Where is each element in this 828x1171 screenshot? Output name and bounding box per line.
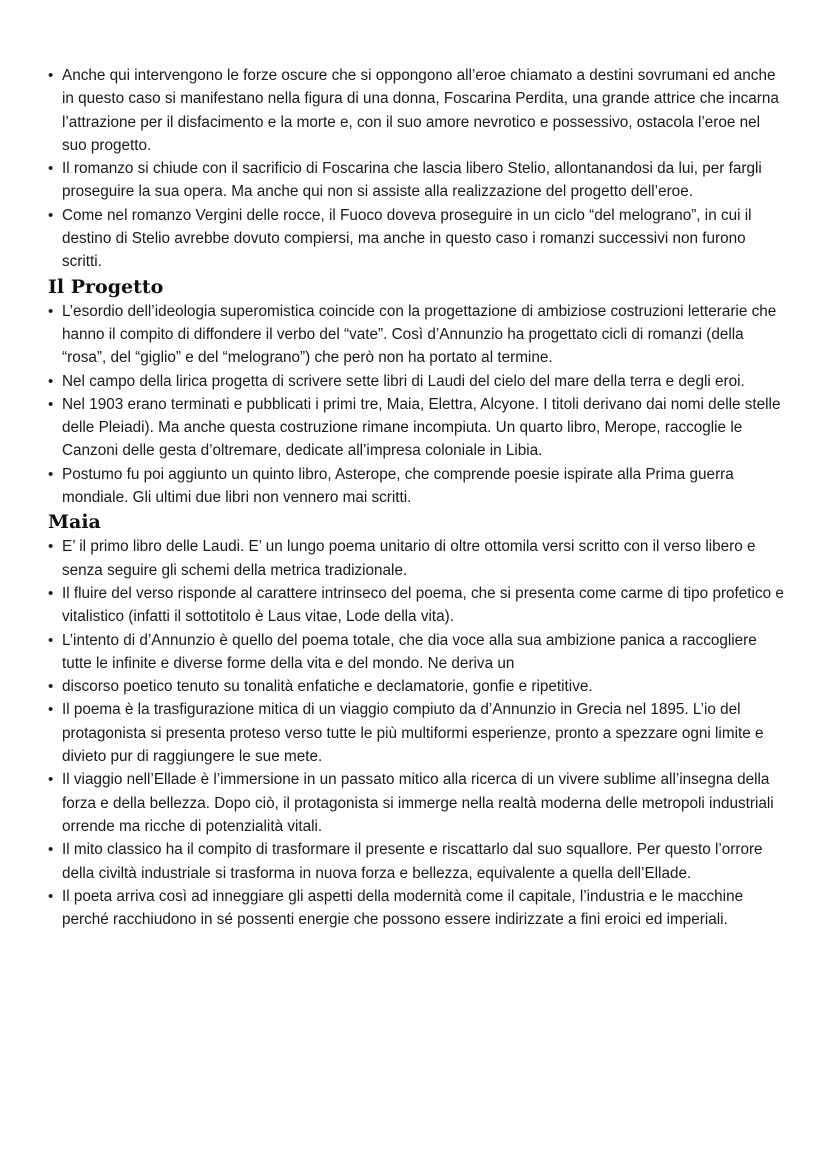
list-item: • L’esordio dell’ideologia superomistica coincide con la progettazione di ambiziose costruzioni letterarie che hanno il compito di diffondere il verbo del “vate”. Così d’Annunzio ha progettato cicli di romanzi (della “rosa”, del “giglio” e del “melograno”) che però non ha portato al termine. xyxy=(48,300,788,370)
list-item: • Il poeta arriva così ad inneggiare gli aspetti della modernità come il capitale, l’industria e le macchine perché racchiudono in sé possenti energie che possono essere indirizzate a fini eroici ed imperiali. xyxy=(48,885,788,932)
maia-list xyxy=(48,535,788,931)
list-item: • discorso poetico tenuto su tonalità enfatiche e declamatorie, gonfie e ripetitive. xyxy=(48,675,788,698)
list-item: • Nel campo della lirica progetta di scrivere sette libri di Laudi del cielo del mare della terra e degli eroi. xyxy=(48,370,788,393)
list-item: • Il fluire del verso risponde al carattere intrinseco del poema, che si presenta come carme di tipo profetico e vitalistico (infatti il sottotitolo è Laus vitae, Lode della vita). xyxy=(48,582,788,629)
list-item: • Postumo fu poi aggiunto un quinto libro, Asterope, che comprende poesie ispirate alla Prima guerra mondiale. Gli ultimi due libri non vennero mai scritti. xyxy=(48,463,788,510)
list-item: • Il mito classico ha il compito di trasformare il presente e riscattarlo dal suo squallore. Per questo l’orrore della civiltà industriale si trasforma in nuova forza e bellezza, equivalente a quella dell’Ellade. xyxy=(48,838,788,885)
section-title-progetto: Il Progetto xyxy=(48,275,164,298)
list-item: • E’ il primo libro delle Laudi. E’ un lungo poema unitario di oltre ottomila versi scritto con il verso libero e senza seguire gli schemi della metrica tradizionale. xyxy=(48,535,788,582)
list-item: • Nel 1903 erano terminati e pubblicati i primi tre, Maia, Elettra, Alcyone. I titoli derivano dai nomi delle stelle delle Pleiadi). Ma anche questa costruzione rimane incompiuta. Un quarto libro, Merope, raccoglie le Canzoni delle gesta d’oltremare, dedicate all’impresa coloniale in Libia. xyxy=(48,393,788,463)
intro-list xyxy=(48,64,788,274)
list-item: • L’intento di d’Annunzio è quello del poema totale, che dia voce alla sua ambizione panica a raccogliere tutte le infinite e diverse forme della vita e del mondo. Ne deriva un xyxy=(48,629,788,676)
section-title-maia: Maia xyxy=(48,511,101,534)
list-item: • Come nel romanzo Vergini delle rocce, il Fuoco doveva proseguire in un ciclo “del melograno”, in cui il destino di Stelio avrebbe dovuto compiersi, ma anche in questo caso i romanzi successivi non furono scritti. xyxy=(48,204,788,274)
list-item: • Anche qui intervengono le forze oscure che si oppongono all’eroe chiamato a destini sovrumani ed anche in questo caso si manifestano nella figura di una donna, Foscarina Perdita, una grande attrice che incarna l’attrazione per il disfacimento e la morte e, con il suo amore nevrotico e possessivo, ostacola l’eroe nel suo progetto. xyxy=(48,64,788,157)
list-item: • Il romanzo si chiude con il sacrificio di Foscarina che lascia libero Stelio, allontanandosi da lui, per fargli proseguire la sua opera. Ma anche qui non si assiste alla realizzazione del progetto dell’eroe. xyxy=(48,157,788,204)
document-page xyxy=(48,64,788,931)
list-item: • Il viaggio nell’Ellade è l’immersione in un passato mitico alla ricerca di un vivere sublime all’insegna della forza e della bellezza. Dopo ciò, il protagonista si immerge nella realtà moderna delle metropoli industriali orrende ma ricche di potenzialità vitali. xyxy=(48,768,788,838)
list-item: • Il poema è la trasfigurazione mitica di un viaggio compiuto da d’Annunzio in Grecia nel 1895. L’io del protagonista si presenta proteso verso tutte le più multiformi esperienze, pronto a spezzare ogni limite e divieto pur di raggiungere le sue mete. xyxy=(48,698,788,768)
progetto-list xyxy=(48,300,788,510)
